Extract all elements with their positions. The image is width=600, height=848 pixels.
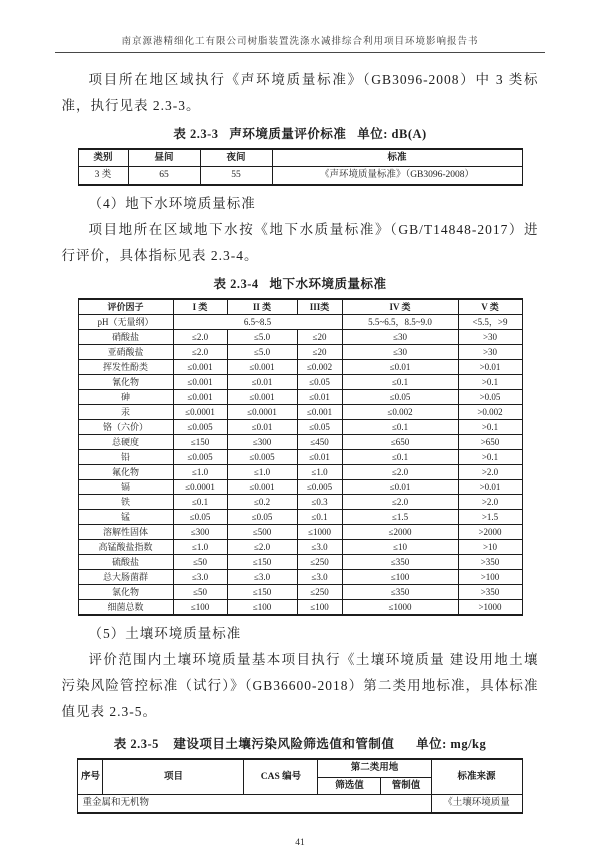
table-cell: >350 [458,585,522,600]
table-cell: 《声环境质量标准》（GB3096-2008） [272,167,522,185]
table-header-row [78,149,522,167]
table-cell: 铁 [78,495,173,510]
table-cell: ≤0.01 [297,450,342,465]
table-cell: >2.0 [458,495,522,510]
table-cell: >0.01 [458,360,522,375]
table-cell: 挥发性酚类 [78,360,173,375]
section-heading-groundwater: （4）地下水环境质量标准 [88,195,256,211]
table-cell: ≤1.0 [227,465,297,480]
table-cell: ≤0.2 [227,495,297,510]
table-cell: ≤0.001 [173,360,227,375]
table-cell: ≤50 [173,585,227,600]
table-cell: ≤3.0 [297,570,342,585]
table-cell: ≤3.0 [173,570,227,585]
table-cell: ≤0.001 [227,390,297,405]
table-row [78,480,522,495]
table-cell: >650 [458,435,522,450]
table-cell: ≤0.01 [342,360,458,375]
table-cell: ≤0.05 [173,510,227,525]
column-header: II 类 [227,299,297,315]
table-cell: ≤100 [297,600,342,616]
table-cell: ≤150 [227,555,297,570]
column-header: 昼间 [128,149,200,167]
column-header-land2: 第二类用地 [318,759,431,777]
table-row [78,450,522,465]
table-cell: >0.1 [458,420,522,435]
table-row [78,405,522,420]
table-cell: 铬（六价） [78,420,173,435]
table-row [78,585,522,600]
table-cell: 总硬度 [78,435,173,450]
table-cell: 5.5~6.5，8.5~9.0 [342,315,458,330]
table-cell: ≤150 [227,585,297,600]
noise-standard-table [78,148,523,186]
table-2-3-5-title: 表 2.3-5 建设项目土壤污染风险筛选值和管制值 单位: mg/kg [113,737,487,752]
table-cell: ≤5.0 [227,330,297,345]
table-cell: ≤1000 [297,525,342,540]
table-2-3-4-title: 表 2.3-4 地下水环境质量标准 [213,276,387,291]
table-cell: ≤0.05 [342,390,458,405]
column-header: III类 [297,299,342,315]
column-header-seq: 序号 [78,759,103,794]
table-cell: ≤1000 [342,600,458,616]
table-row [78,330,522,345]
column-header: I 类 [173,299,227,315]
table-cell: ≤1.5 [342,510,458,525]
table-cell: ≤0.3 [297,495,342,510]
table-cell: ≤0.05 [297,375,342,390]
table-cell: 硝酸盐 [78,330,173,345]
table-cell: ≤30 [342,345,458,360]
paragraph-soil: 评价范围内土壤环境质量基本项目执行《土壤环境质量 建设用地土壤污染风险管控标准（试行）》（GB36600-2018）第二类用地标准，具体标准值见表 2.3-5。 [61,652,539,720]
source-cell: 《土壤环境质量 [431,794,522,813]
page-number: 41 [295,838,305,848]
table-cell: 汞 [78,405,173,420]
table-cell: ≤500 [227,525,297,540]
table-cell: >2000 [458,525,522,540]
table-row [78,420,522,435]
table-cell: ≤0.001 [227,360,297,375]
table-cell: ≤350 [342,555,458,570]
column-header-control: 管制值 [381,777,431,794]
table-cell: ≤0.005 [227,450,297,465]
column-header-cas: CAS 编号 [244,759,318,794]
column-header: 评价因子 [78,299,173,315]
column-header: IV 类 [342,299,458,315]
column-header-screen: 筛选值 [318,777,381,794]
table-cell: 砷 [78,390,173,405]
table-cell: ≤20 [297,345,342,360]
table-row [78,540,522,555]
table-cell: ≤0.0001 [173,480,227,495]
table-cell: ≤0.001 [227,480,297,495]
table-cell: ≤0.01 [297,390,342,405]
table-cell: ≤0.01 [227,420,297,435]
table-cell: ≤0.0001 [173,405,227,420]
table-cell: ≤10 [342,540,458,555]
table-2-3-3-title: 表 2.3-3 声环境质量评价标准 单位: dB(A) [173,127,427,141]
column-header-source: 标准来源 [431,759,522,794]
table-cell: ≤5.0 [227,345,297,360]
table-row [78,390,522,405]
table-cell: 65 [128,167,200,185]
table-cell: ≤50 [173,555,227,570]
table-cell: ≤0.1 [297,510,342,525]
table-cell: >1.5 [458,510,522,525]
column-header: 夜间 [200,149,272,167]
table-cell: 锰 [78,510,173,525]
section-heading-soil: （5）土壤环境质量标准 [88,626,242,642]
table-cell: <5.5，>9 [458,315,522,330]
table-cell: ≤0.001 [173,390,227,405]
table-cell: ≤300 [227,435,297,450]
table-cell: ≤0.001 [297,405,342,420]
table-cell: 氰化物 [78,375,173,390]
table-cell: 氟化物 [78,465,173,480]
table-cell: 3 类 [78,167,128,185]
table-cell: >0.01 [458,480,522,495]
table-cell: 亚硝酸盐 [78,345,173,360]
table-cell: ≤2.0 [342,465,458,480]
table-cell: >30 [458,345,522,360]
table-cell: ≤250 [297,555,342,570]
table-row [78,600,522,616]
table-cell: ≤0.05 [227,510,297,525]
column-header: 标准 [272,149,522,167]
table-cell: 镉 [78,480,173,495]
table-cell: ≤0.01 [342,480,458,495]
table-cell: ≤650 [342,435,458,450]
table-cell: ≤0.005 [173,450,227,465]
table-cell: ≤150 [173,435,227,450]
table-cell: ≤3.0 [297,540,342,555]
table-cell: ≤0.005 [297,480,342,495]
table-cell: ≤0.01 [227,375,297,390]
table-cell: 总大肠菌群 [78,570,173,585]
table-cell: ≤0.1 [342,375,458,390]
table-cell: >0.1 [458,450,522,465]
column-header-item: 项目 [103,759,244,794]
table-cell: ≤0.001 [173,375,227,390]
table-cell: >100 [458,570,522,585]
table-cell: ≤2.0 [227,540,297,555]
table-row [78,167,522,185]
table-cell: >350 [458,555,522,570]
table-row [78,345,522,360]
table-cell: ≤100 [342,570,458,585]
column-header: V 类 [458,299,522,315]
table-cell: ≤0.05 [297,420,342,435]
table-cell: >1000 [458,600,522,616]
table-cell: ≤2.0 [173,330,227,345]
table-row [78,375,522,390]
table-cell: ≤0.005 [173,420,227,435]
table-cell: ≤0.1 [342,450,458,465]
table-cell: pH（无量纲） [78,315,173,330]
table-cell: 细菌总数 [78,600,173,616]
table-row [78,315,522,330]
table-cell: ≤0.002 [297,360,342,375]
table-row [78,495,522,510]
page-content [62,67,539,814]
paragraph-groundwater: 项目地所在区域地下水按《地下水质量标准》（GB/T14848-2017）进行评价，具体指标见表 2.3-4。 [61,221,539,263]
table-cell: ≤2000 [342,525,458,540]
table-cell: ≤30 [342,330,458,345]
table-cell: ≤0.0001 [227,405,297,420]
table-cell: ≤2.0 [173,345,227,360]
table-cell: ≤0.1 [173,495,227,510]
table-cell: ≤250 [297,585,342,600]
table-header-row [78,299,522,315]
table-cell: ≤1.0 [173,540,227,555]
table-row [78,465,522,480]
table-row [78,360,522,375]
table-cell: >0.002 [458,405,522,420]
table-cell: ≤1.0 [297,465,342,480]
document-header: 南京源港精细化工有限公司树脂装置洗涤水减排综合利用项目环境影响报告书 [55,33,545,53]
table-cell: ≤2.0 [342,495,458,510]
table-cell: >0.05 [458,390,522,405]
table-cell: 氯化物 [78,585,173,600]
table-cell: ≤0.002 [342,405,458,420]
table-cell: ≤450 [297,435,342,450]
table-cell: ≤1.0 [173,465,227,480]
table-row [78,555,522,570]
table-row [78,435,522,450]
table-cell: 高锰酸盐指数 [78,540,173,555]
table-row [78,525,522,540]
table-cell: ≤0.1 [342,420,458,435]
table-header-row [78,759,522,777]
soil-standard-table [77,758,522,814]
groundwater-standard-table [78,298,523,617]
table-row [78,570,522,585]
category-cell: 重金属和无机物 [78,794,431,813]
table-row [78,794,522,813]
table-row [78,510,522,525]
table-cell: ≤300 [173,525,227,540]
paragraph-noise-standard: 项目所在地区域执行《声环境质量标准》（GB3096-2008）中 3 类标准，执行见表 2.3-3。 [61,72,539,113]
column-header: 类别 [78,149,128,167]
table-cell: 55 [200,167,272,185]
table-cell: 铅 [78,450,173,465]
table-cell: >2.0 [458,465,522,480]
table-cell: ≤3.0 [227,570,297,585]
table-cell: 硫酸盐 [78,555,173,570]
table-cell: ≤350 [342,585,458,600]
table-cell: >30 [458,330,522,345]
table-cell: ≤100 [173,600,227,616]
table-cell: ≤20 [297,330,342,345]
table-cell: >0.1 [458,375,522,390]
table-cell: ≤100 [227,600,297,616]
table-cell: >10 [458,540,522,555]
table-cell: 溶解性固体 [78,525,173,540]
table-cell: 6.5~8.5 [173,315,342,330]
